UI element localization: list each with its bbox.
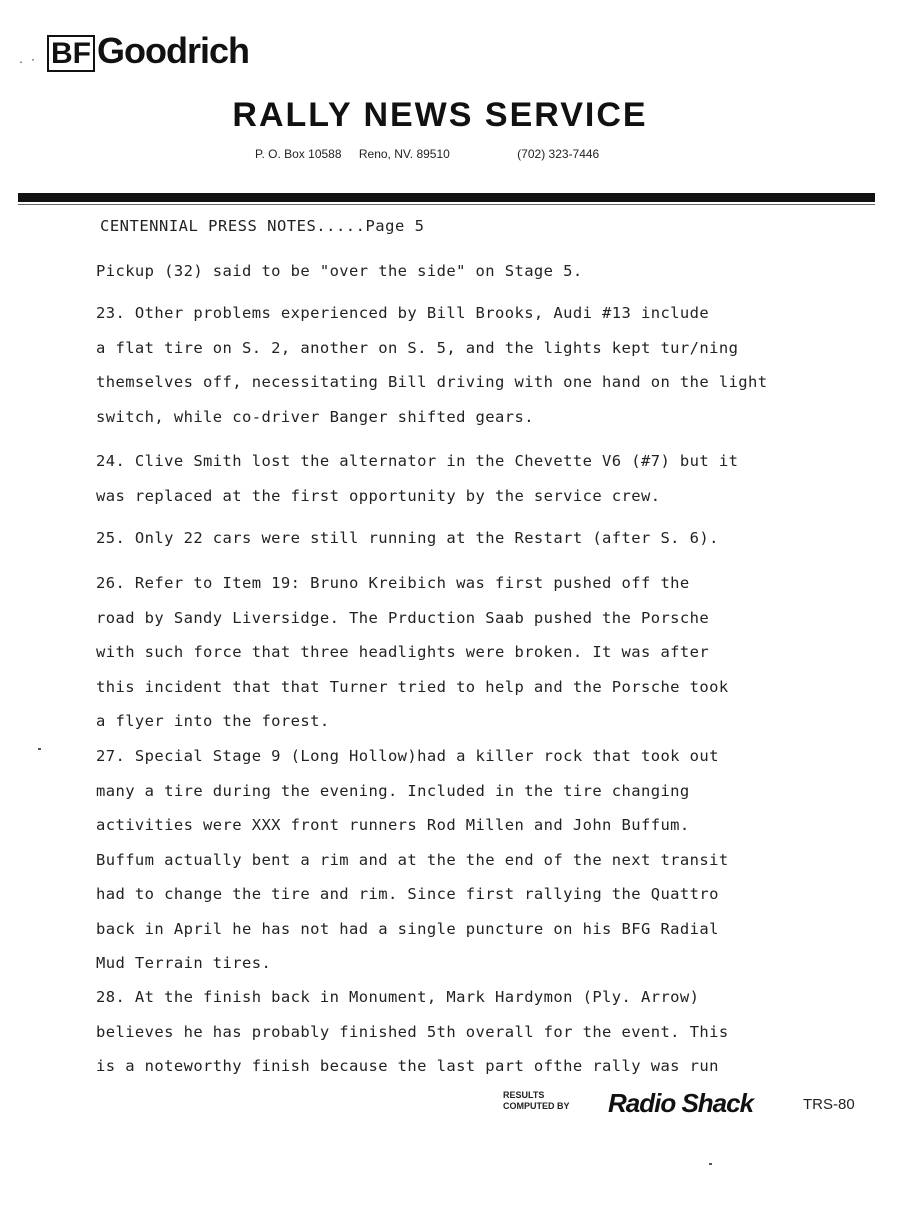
text-line: 24. Clive Smith lost the alternator in the Chevette V6 (#7) but it (96, 452, 739, 470)
note-paragraph (96, 254, 836, 289)
page-heading: CENTENNIAL PRESS NOTES.....Page 5 (100, 217, 425, 235)
bfgoodrich-logo (47, 30, 249, 72)
scan-speck (38, 748, 41, 750)
results-line: RESULTS (503, 1090, 545, 1100)
text-line: is a noteworthy finish because the last part ofthe rally was run (96, 1057, 719, 1075)
note-paragraph (96, 980, 836, 1084)
text-line: was replaced at the first opportunity by the service crew. (96, 486, 661, 505)
text-line: activities were XXX front runners Rod Millen and John Buffum. (96, 816, 690, 834)
logo-name: Goodrich (97, 30, 249, 71)
text-line: 28. At the finish back in Monument, Mark Hardymon (Ply. Arrow) (96, 988, 700, 1006)
text-line: 26. Refer to Item 19: Bruno Kreibich was first pushed off the (96, 574, 690, 592)
results-label (503, 1090, 570, 1112)
text-line: 23. Other problems experienced by Bill Brooks, Audi #13 include (96, 304, 710, 322)
text-line: with such force that three headlights were broken. It was after (96, 643, 710, 661)
text-line: a flat tire on S. 2, another on S. 5, and the lights kept tur/ning (96, 338, 739, 357)
text-line: a flyer into the forest. (96, 712, 330, 730)
po-box: P. O. Box 10588 (255, 147, 342, 161)
text-line: Buffum actually bent a rim and at the the end of the next transit (96, 850, 729, 869)
note-paragraph (96, 566, 836, 739)
text-line: switch, while co-driver Banger shifted gears. (96, 407, 534, 426)
note-paragraph (96, 739, 836, 981)
note-paragraph (96, 444, 836, 513)
text-line: had to change the tire and rim. Since first rallying the Quattro (96, 885, 719, 903)
header-rule (18, 193, 875, 202)
text-line: themselves off, necessitating Bill driving with one hand on the light (96, 373, 768, 391)
text-line: 27. Special Stage 9 (Long Hollow)had a killer rock that took out (96, 747, 719, 765)
note-paragraph (96, 521, 836, 556)
scan-speck (709, 1163, 712, 1165)
text-line: back in April he has not had a single puncture on his BFG Radial (96, 919, 719, 938)
text-line: road by Sandy Liversidge. The Prduction Saab pushed the Porsche (96, 608, 710, 627)
phone-number: (702) 323-7446 (517, 147, 600, 161)
letterhead-title: RALLY NEWS SERVICE (232, 96, 648, 134)
text-line: this incident that that Turner tried to help and the Porsche took (96, 677, 729, 696)
text-line: believes he has probably finished 5th overall for the event. This (96, 1022, 729, 1041)
header-rule-thin (18, 204, 875, 205)
computed-by-line: COMPUTED BY (503, 1101, 570, 1111)
text-line: many a tire during the evening. Included in the tire changing (96, 781, 690, 800)
city: Reno, NV. 89510 (358, 147, 450, 161)
text-line: 25. Only 22 cars were still running at the Restart (after S. 6). (96, 529, 719, 547)
margin-specks: . · (18, 55, 37, 66)
logo-bf-box: BF (47, 35, 95, 72)
note-paragraph (96, 296, 836, 434)
radio-shack-logo: Radio Shack (608, 1088, 754, 1118)
text-line: Mud Terrain tires. (96, 954, 272, 972)
text-line: Pickup (32) said to be "over the side" on Stage 5. (96, 262, 583, 280)
model-label: TRS-80 (803, 1096, 855, 1113)
letterhead-address (255, 147, 613, 161)
footer-credit (503, 1090, 883, 1120)
